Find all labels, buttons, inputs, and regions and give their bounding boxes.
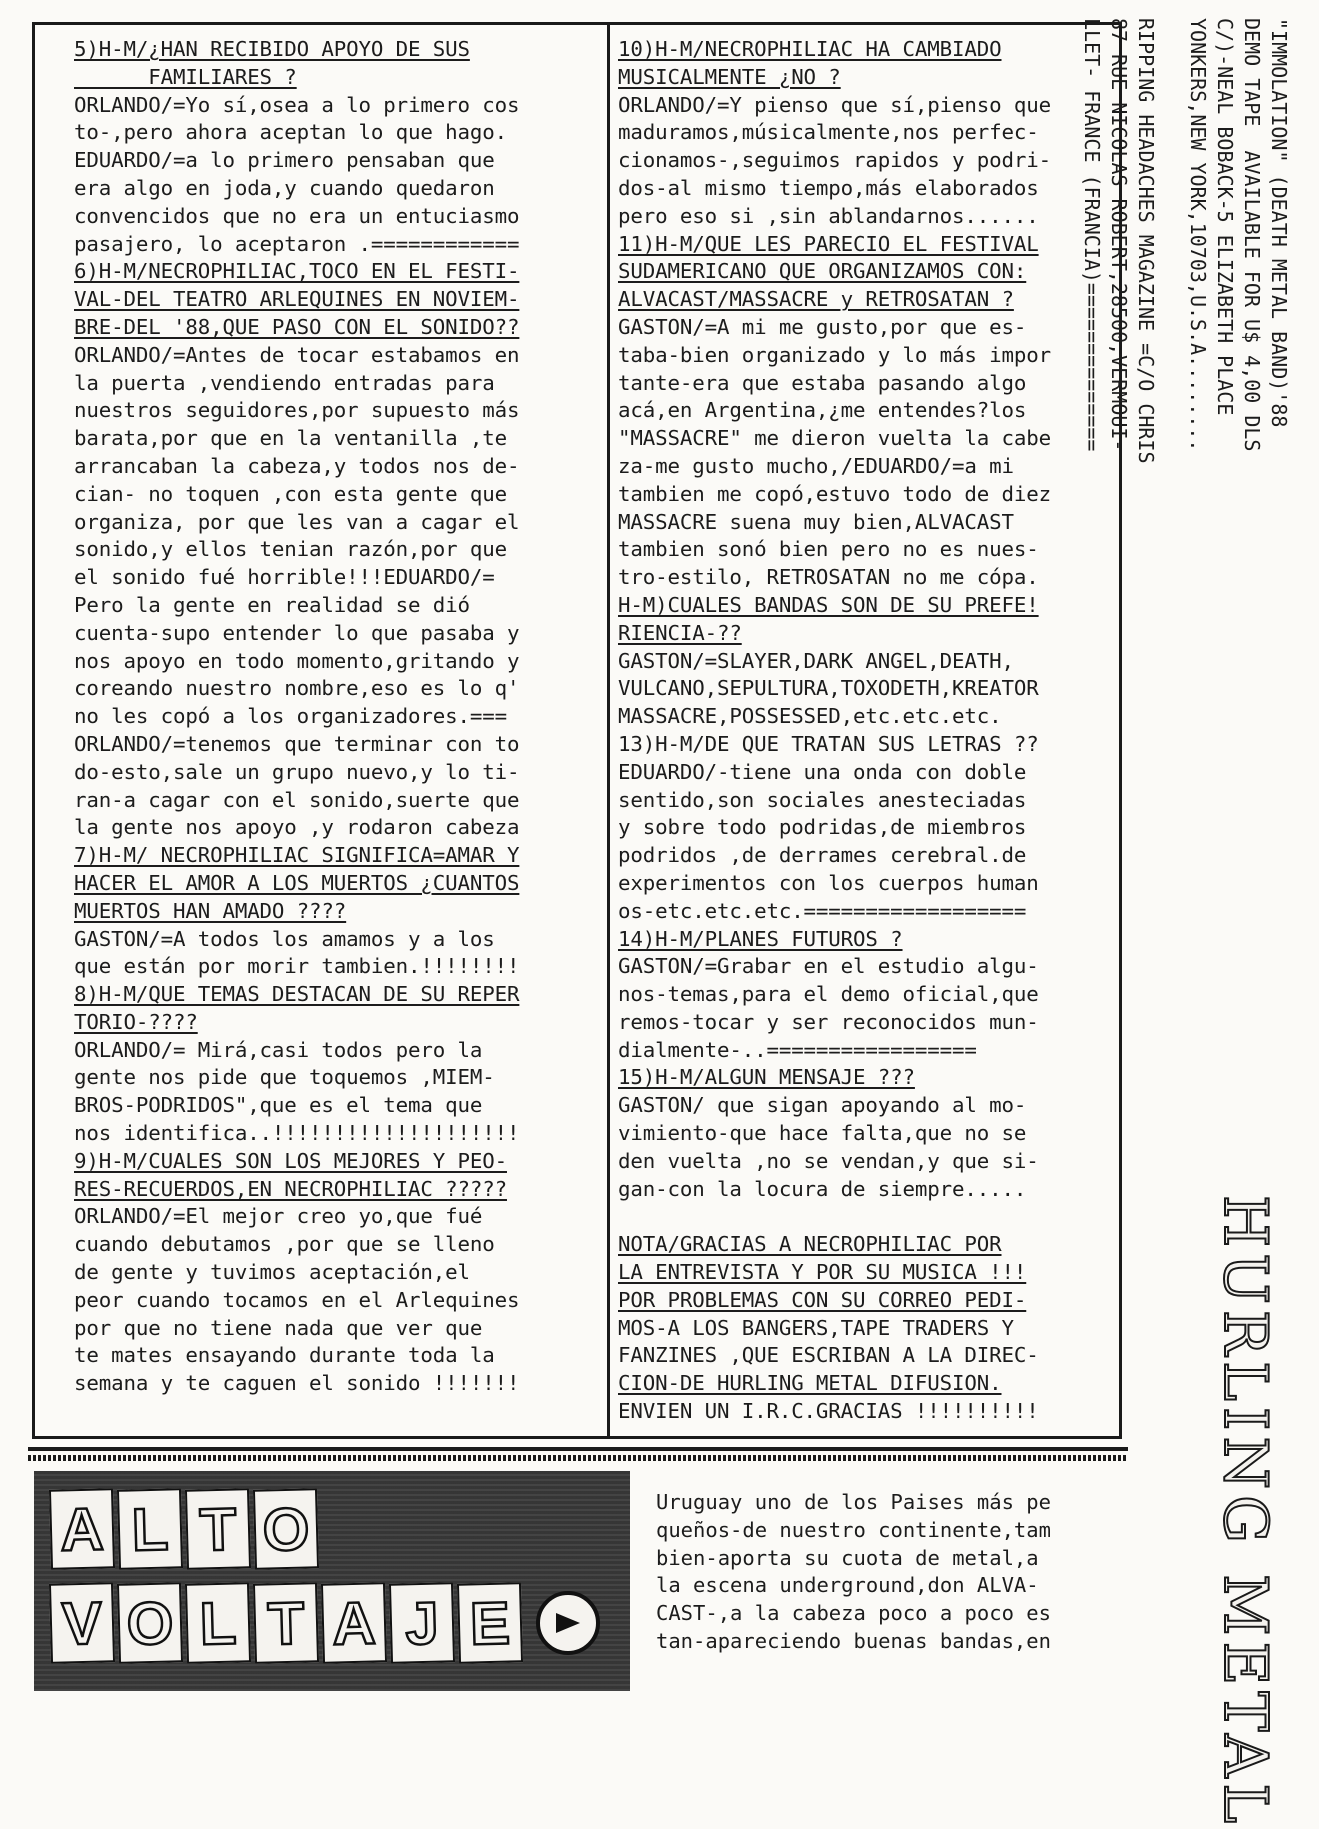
ad-line: YONKERS,NEW YORK,10703,U.S.A........ — [1186, 18, 1210, 452]
interview-line: tambien sonó bien pero no es nues- — [618, 537, 1039, 562]
interview-line: 8)H-M/QUE TEMAS DESTACAN DE SU REPER — [74, 982, 520, 1007]
interview-line: ORLANDO/=El mejor creo yo,que fué — [74, 1204, 483, 1229]
interview-line: cuenta-supo entender lo que pasaba y — [74, 620, 520, 645]
interview-line: os-etc.etc.etc.================== — [618, 898, 1027, 923]
interview-line: GASTON/=SLAYER,DARK ANGEL,DEATH, — [618, 648, 1014, 673]
interview-line: cuando debutamos ,por que se lleno — [74, 1232, 495, 1257]
interview-line: sonido,y ellos tenian razón,por que — [74, 537, 507, 562]
interview-line: cian- no toquen ,con esta gente que — [74, 481, 507, 506]
interview-line: 14)H-M/PLANES FUTUROS ? — [618, 926, 903, 951]
article-line: Uruguay uno de los Paises más pe — [656, 1490, 1051, 1514]
interview-line: MASSACRE,POSSESSED,etc.etc.etc. — [618, 704, 1002, 729]
interview-line: SUDAMERICANO QUE ORGANIZAMOS CON: — [618, 259, 1027, 284]
interview-line: MUSICALMENTE ¿NO ? — [618, 64, 841, 89]
interview-line: 9)H-M/CUALES SON LOS MEJORES Y PEO- — [74, 1148, 507, 1173]
interview-line: CION-DE HURLING METAL DIFUSION. — [618, 1371, 1002, 1396]
interview-line: HACER EL AMOR A LOS MUERTOS ¿CUANTOS — [74, 870, 520, 895]
interview-line — [618, 1203, 1118, 1231]
column-divider — [607, 22, 610, 1439]
left-column — [74, 36, 604, 1398]
interview-line: EDUARDO/=a lo primero pensaban que — [74, 148, 495, 173]
interview-line: ENVIEN UN I.R.C.GRACIAS !!!!!!!!!! — [618, 1399, 1039, 1424]
interview-line: POR PROBLEMAS CON SU CORREO PEDI- — [618, 1287, 1027, 1312]
interview-line: arrancaban la cabeza,y todos nos de- — [74, 453, 520, 478]
interview-line: GASTON/=A mi me gusto,por que es- — [618, 314, 1027, 339]
interview-line: ran-a cagar con el sonido,suerte que — [74, 787, 520, 812]
interview-line: nos-temas,para el demo oficial,que — [618, 982, 1039, 1007]
section-rule-dotted — [28, 1455, 1128, 1461]
logo-letter-tile: L — [117, 1488, 183, 1570]
interview-line: GASTON/=Grabar en el estudio algu- — [618, 954, 1039, 979]
interview-line: MOS-A LOS BANGERS,TAPE TRADERS Y — [618, 1315, 1014, 1340]
interview-line: semana y te caguen el sonido !!!!!!! — [74, 1371, 520, 1396]
interview-line: nos apoyo en todo momento,gritando y — [74, 648, 520, 673]
interview-line: Pero la gente en realidad se dió — [74, 592, 470, 617]
interview-line: H-M)CUALES BANDAS SON DE SU PREFE! — [618, 592, 1039, 617]
article-line: bien-aporta su cuota de metal,a — [656, 1545, 1039, 1570]
interview-line: la puerta ,vendiendo entradas para — [74, 370, 495, 395]
interview-line: no les copó a los organizadores.=== — [74, 704, 507, 729]
article-line: la escena underground,don ALVA- — [656, 1573, 1039, 1598]
interview-line: EDUARDO/-tiene una onda con doble — [618, 759, 1027, 784]
ad-line: DEMO TAPE AVAILABLE FOR U$ 4,00 DLS — [1240, 18, 1264, 452]
interview-line: taba-bien organizado y lo más impor — [618, 342, 1051, 367]
interview-line: dialmente-..================= — [618, 1037, 977, 1062]
interview-line: la gente nos apoyo ,y rodaron cabeza — [74, 815, 520, 840]
interview-line: el sonido fué horrible!!!EDUARDO/= — [74, 565, 495, 590]
interview-line: ORLANDO/=Antes de tocar estabamos en — [74, 342, 520, 367]
interview-line: 10)H-M/NECROPHILIAC HA CAMBIADO — [618, 37, 1002, 61]
ad-spacer — [1159, 18, 1184, 1618]
interview-line: MASSACRE suena muy bien,ALVACAST — [618, 509, 1014, 534]
uruguay-article — [656, 1489, 1126, 1656]
logo-letter-tile: A — [49, 1488, 115, 1570]
interview-line: remos-tocar y ser reconocidos mun- — [618, 1009, 1039, 1034]
interview-line: NOTA/GRACIAS A NECROPHILIAC POR — [618, 1232, 1002, 1257]
interview-line: FAMILIARES ? — [74, 64, 297, 89]
article-line: tan-apareciendo buenas bandas,en — [656, 1628, 1051, 1653]
interview-line: VAL-DEL TEATRO ARLEQUINES EN NOVIEM- — [74, 287, 520, 312]
logo-letter-tile: O — [117, 1582, 183, 1664]
interview-line: podridos ,de derrames cerebral.de — [618, 843, 1027, 868]
hurling-metal-title: HURLING METAL — [1210, 1195, 1280, 1829]
interview-line: experimentos con los cuerpos human — [618, 870, 1039, 895]
interview-line: 6)H-M/NECROPHILIAC,TOCO EN EL FESTI- — [74, 259, 520, 284]
article-line: CAST-,a la cabeza poco a poco es — [656, 1601, 1051, 1626]
interview-line: pero eso si ,sin ablandarnos...... — [618, 203, 1039, 228]
interview-line: GASTON/=A todos los amamos y a los — [74, 926, 495, 951]
right-arrow-circle-icon — [534, 1589, 602, 1657]
alto-voltaje-logo — [34, 1471, 630, 1691]
interview-line: VULCANO,SEPULTURA,TOXODETH,KREATOR — [618, 676, 1039, 701]
interview-line: nos identifica..!!!!!!!!!!!!!!!!!!!! — [74, 1121, 520, 1146]
interview-line: "MASSACRE" me dieron vuelta la cabe — [618, 426, 1051, 451]
ad-line: 87 RUE NICOLAS ROBERT,28500,VERMOUI- — [1107, 18, 1131, 452]
logo-letter-tile: E — [457, 1582, 523, 1664]
interview-line: dos-al mismo tiempo,más elaborados — [618, 175, 1039, 200]
interview-line: era algo en joda,y cuando quedaron — [74, 175, 495, 200]
interview-line: 5)H-M/¿HAN RECIBIDO APOYO DE SUS — [74, 37, 470, 61]
interview-line: GASTON/ que sigan apoyando al mo- — [618, 1093, 1027, 1118]
interview-line: organiza, por que les van a cagar el — [74, 509, 520, 534]
ad-line: "IMMOLATION" (DEATH METAL BAND)'88 — [1267, 18, 1291, 428]
logo-row-voltaje — [50, 1583, 602, 1669]
interview-line: MUERTOS HAN AMADO ???? — [74, 898, 347, 923]
interview-line: za-me gusto mucho,/EDUARDO/=a mi — [618, 453, 1014, 478]
interview-line: maduramos,músicalmente,nos perfec- — [618, 120, 1039, 145]
interview-line: RIENCIA-?? — [618, 620, 742, 645]
logo-letter-tile: V — [49, 1582, 115, 1664]
interview-line: to-,pero ahora aceptan lo que hago. — [74, 120, 507, 145]
interview-line: convencidos que no era un entuciasmo — [74, 203, 520, 228]
interview-line: sentido,son sociales anesteciadas — [618, 787, 1027, 812]
article-line: queños-de nuestro continente,tam — [656, 1517, 1051, 1542]
interview-line: LA ENTREVISTA Y POR SU MUSICA !!! — [618, 1260, 1027, 1285]
interview-line: tante-era que estaba pasando algo — [618, 370, 1027, 395]
interview-line: BROS-PODRIDOS",que es el tema que — [74, 1093, 483, 1118]
interview-line: do-esto,sale un grupo nuevo,y lo ti- — [74, 759, 520, 784]
interview-line: 11)H-M/QUE LES PARECIO EL FESTIVAL — [618, 231, 1039, 256]
interview-line: barata,por que en la ventanilla ,te — [74, 426, 507, 451]
interview-line: coreando nuestro nombre,eso es lo q' — [74, 676, 520, 701]
interview-line: cionamos-,seguimos rapidos y podri- — [618, 148, 1051, 173]
interview-line: pasajero, lo aceptaron .============ — [74, 231, 520, 256]
interview-line: que están por morir tambien.!!!!!!!! — [74, 954, 520, 979]
interview-line: ALVACAST/MASSACRE y RETROSATAN ? — [618, 287, 1014, 312]
ad-line: RIPPING HEADACHES MAGAZINE =C/O CHRIS — [1134, 18, 1158, 464]
logo-letter-tile: T — [253, 1582, 319, 1664]
interview-line: ORLANDO/=tenemos que terminar con to — [74, 731, 520, 756]
logo-letter-tile: T — [185, 1488, 251, 1570]
logo-row-alto — [50, 1489, 318, 1575]
interview-line: de gente y tuvimos aceptación,el — [74, 1260, 470, 1285]
interview-line: tambien me copó,estuvo todo de diez — [618, 481, 1051, 506]
section-rule — [28, 1447, 1128, 1451]
logo-letter-tile: L — [185, 1582, 251, 1664]
interview-line: RES-RECUERDOS,EN NECROPHILIAC ????? — [74, 1176, 507, 1201]
interview-line: BRE-DEL '88,QUE PASO CON EL SONIDO?? — [74, 314, 520, 339]
interview-line: vimiento-que hace falta,que no se — [618, 1121, 1027, 1146]
ad-line: C/)-NEAL BOBACK-5 ELIZABETH PLACE — [1213, 18, 1237, 416]
interview-line: gan-con la locura de siempre..... — [618, 1176, 1027, 1201]
logo-letter-tile: J — [389, 1582, 455, 1664]
logo-letter-tile: O — [253, 1488, 319, 1570]
interview-line: den vuelta ,no se vendan,y que si- — [618, 1148, 1039, 1173]
ad-line: LLET- FRANCE (FRANCIA)============== — [1080, 18, 1104, 452]
interview-line: tro-estilo, RETROSATAN no me cópa. — [618, 565, 1039, 590]
interview-line: por que no tiene nada que ver que — [74, 1315, 483, 1340]
interview-line: 7)H-M/ NECROPHILIAC SIGNIFICA=AMAR Y — [74, 843, 520, 868]
interview-line: y sobre todo podridas,de miembros — [618, 815, 1027, 840]
interview-line: gente nos pide que toquemos ,MIEM- — [74, 1065, 495, 1090]
interview-line: ORLANDO/=Y pienso que sí,pienso que — [618, 92, 1051, 117]
right-column — [618, 36, 1118, 1426]
interview-line: TORIO-???? — [74, 1009, 198, 1034]
interview-line: nuestros seguidores,por supuesto más — [74, 398, 520, 423]
interview-line: FANZINES ,QUE ESCRIBAN A LA DIREC- — [618, 1343, 1039, 1368]
logo-letter-tile: A — [321, 1582, 387, 1664]
interview-line: acá,en Argentina,¿me entendes?los — [618, 398, 1027, 423]
interview-line: ORLANDO/=Yo sí,osea a lo primero cos — [74, 92, 520, 117]
interview-line: ORLANDO/= Mirá,casi todos pero la — [74, 1037, 483, 1062]
interview-line: 15)H-M/ALGUN MENSAJE ??? — [618, 1065, 915, 1090]
interview-line: te mates ensayando durante toda la — [74, 1343, 495, 1368]
interview-line: 13)H-M/DE QUE TRATAN SUS LETRAS ?? — [618, 731, 1039, 756]
interview-line: peor cuando tocamos en el Arlequines — [74, 1287, 520, 1312]
